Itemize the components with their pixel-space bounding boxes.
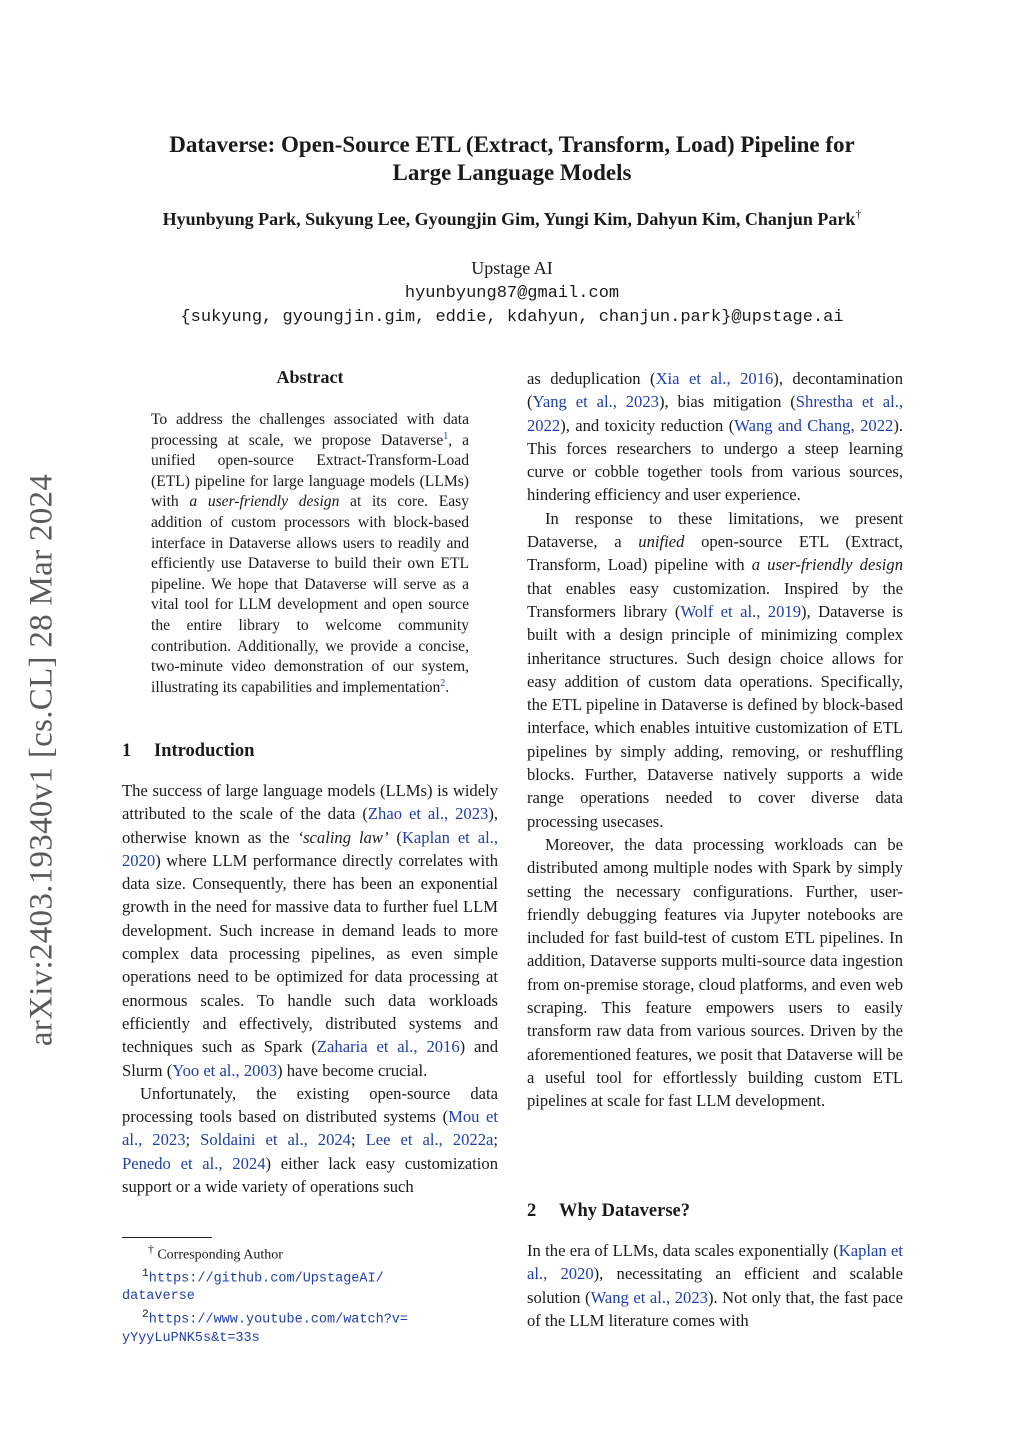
intro-paragraph-3: as deduplication (Xia et al., 2016), decontamination (Yang et al., 2023), bias mitigation (Shrestha et al., 2022), and toxicity reduction (Wang and Chang, 2022). This forces researchers to undergo a steep learning curve or cobble together tools from various sources, hindering efficiency and user experience. bbox=[527, 369, 904, 505]
intro-paragraph-1: The success of large language models (LLMs) is widely attributed to the scale of the data (Zhao et al., 2023), otherwise known as the ‘scaling law’ (Kaplan et al., 2020) where LLM performance directly correlates with data size. Consequently, there has been an exponential growth in the need for massive data to further fuel LLM development. Such increase in demand leads to more complex data processing pipelines, as even simple operations need to be optimized for data processing at enormous scales. To handle such data workloads efficiently and effectively, distributed systems and techniques such as Spark (Zaharia et al., 2016) and Slurm (Yoo et al., 2003) have become crucial. bbox=[122, 781, 499, 1080]
abstract-heading: Abstract bbox=[276, 367, 344, 387]
citation-link[interactable]: Zaharia et al., 2016 bbox=[316, 1037, 460, 1057]
footnote-1-link-cont[interactable]: dataverse bbox=[122, 1289, 195, 1305]
arxiv-identifier-text: arXiv:2403.19340v1 [cs.CL] 28 Mar 2024 bbox=[23, 473, 60, 1047]
citation-link[interactable]: Mou et al., 2023 bbox=[122, 1107, 498, 1150]
footnote-ref-2[interactable]: 2 bbox=[440, 677, 446, 689]
intro-paragraph-4: In response to these limitations, we present Dataverse, a unified open-source ETL (Extract, Transform, Load) pipeline with a user-friendly design that enables easy customization. Inspired by the Transformers library (Wolf et al., 2019), Dataverse is built with a design principle of minimizing complex inheritance structures. Such design choice allows for easy addition of custom data operations. Specifically, the ETL pipeline in Dataverse is defined by block-based interface, which enables intuitive customization of ETL pipelines by simply adding, removing, or reshuffling blocks. Further, Dataverse natively supports a wide range operations needed to cover diverse data processing usecases. bbox=[527, 508, 904, 831]
section-2-heading bbox=[527, 1201, 690, 1222]
footnote-divider bbox=[122, 1237, 212, 1238]
arxiv-identifier-stamp bbox=[16, 440, 68, 1080]
right-column-text bbox=[527, 367, 903, 1113]
citation-link[interactable]: Kaplan et al., 2020 bbox=[122, 827, 499, 870]
citation-link[interactable]: Soldaini et al., 2024 bbox=[200, 1130, 351, 1150]
citation-link[interactable]: Wang et al., 2023 bbox=[590, 1287, 708, 1307]
section-2-number: 2 bbox=[527, 1201, 537, 1221]
citation-link[interactable]: Wolf et al., 2019 bbox=[680, 601, 802, 621]
citation-link[interactable]: Kaplan et al., 2020 bbox=[527, 1241, 903, 1284]
citation-link[interactable]: Xia et al., 2016 bbox=[655, 369, 774, 388]
section-1-title: Introduction bbox=[154, 741, 255, 761]
citation-link[interactable]: Yoo et al., 2003 bbox=[172, 1060, 278, 1080]
footnotes bbox=[122, 1241, 498, 1348]
citation-link[interactable]: Zhao et al., 2023 bbox=[367, 804, 489, 824]
footnote-1-link[interactable]: $^1$https://github.com/UpstageAI/ bbox=[142, 1267, 384, 1287]
citation-link[interactable]: Wang and Chang, 2022 bbox=[734, 415, 894, 435]
author-names: Hyunbyung Park, Sukyung Lee, Gyoungjin Gim, Yungi Kim, Dahyun Kim, Chanjun Park bbox=[162, 209, 856, 229]
left-column-text bbox=[122, 779, 498, 1198]
citation-link[interactable]: Shrestha et al., 2022 bbox=[527, 392, 903, 435]
section-2-text bbox=[527, 1239, 903, 1332]
citation-link[interactable]: Penedo et al., 2024 bbox=[122, 1153, 266, 1173]
section-1-heading bbox=[122, 741, 254, 762]
contact-email-1: hyunbyung87@gmail.com bbox=[404, 284, 620, 303]
footnote-2-link-cont[interactable]: yYyyLuPNK5s&t=33s bbox=[122, 1330, 260, 1346]
footnote-dagger: † Corresponding Author bbox=[148, 1243, 283, 1263]
intro-paragraph-5: Moreover, the data processing workloads can be distributed among multiple nodes with Spark by simply setting the necessary configurations. Further, user-friendly debugging features via Jupyter notebooks are included for fast build-test of custom ETL pipelines. In addition, Dataverse supports multi-source data ingestion from on-premise storage, cloud platforms, and even web scraping. This feature empowers users to easily transform raw data from various sources. Driven by the aforementioned features, we posit that Dataverse will be a useful tool for effortlessly building custom ETL pipelines at scale for fast LLM development. bbox=[527, 834, 903, 1111]
citation-link[interactable]: Yang et al., 2023 bbox=[532, 392, 659, 412]
citation-link[interactable]: Lee et al., 2022a bbox=[365, 1130, 494, 1150]
footnote-ref-1[interactable]: 1 bbox=[443, 430, 449, 442]
why-paragraph-1: In the era of LLMs, data scales exponentially (Kaplan et al., 2020), necessitating an efficient and scalable solution (Wang et al., 2023). Not only that, the fast pace of the LLM literature comes with bbox=[527, 1241, 904, 1330]
contact-email-2: {sukyung, gyoungjin.gim, eddie, kdahyun, chanjun.park}@upstage.ai bbox=[180, 308, 844, 327]
section-2-title: Why Dataverse? bbox=[559, 1201, 691, 1221]
intro-paragraph-2: Unfortunately, the existing open-source data processing tools based on distributed systems (Mou et al., 2023; Soldaini et al., 2024; Lee et al., 2022a; Penedo et al., 2024) either lack easy customization support or a wide variety of operations such bbox=[122, 1083, 498, 1197]
footnote-2-link[interactable]: $^2$https://www.youtube.com/watch?v= bbox=[142, 1309, 409, 1328]
affiliation: Upstage AI bbox=[471, 258, 553, 278]
corresponding-author-mark: † bbox=[855, 207, 862, 221]
abstract-body: To address the challenges associated with data processing at scale, we propose Dataverse$^1$, a unified open-source Extract-Transform-Load (ETL) pipeline for large language models (LLMs) with a user-friendly design at its core. Easy addition of custom processors with block-based interface in Dataverse allows users to readily and efficiently use Dataverse to build their own ETL pipeline. We hope that Dataverse will serve as a vital tool for LLM development and open source the entire library to welcome community contribution. Additionally, we provide a concise, two-minute video demonstration of our system, illustrating its capabilities and implementation$^2$. bbox=[151, 411, 470, 696]
paper-title-line-1: Dataverse: Open-Source ETL (Extract, Transform, Load) Pipeline for bbox=[169, 132, 855, 157]
paper-title-line-2: Large Language Models bbox=[392, 160, 632, 185]
section-1-number: 1 bbox=[122, 741, 132, 761]
author-list bbox=[60, 207, 964, 230]
paper-title bbox=[100, 131, 924, 187]
